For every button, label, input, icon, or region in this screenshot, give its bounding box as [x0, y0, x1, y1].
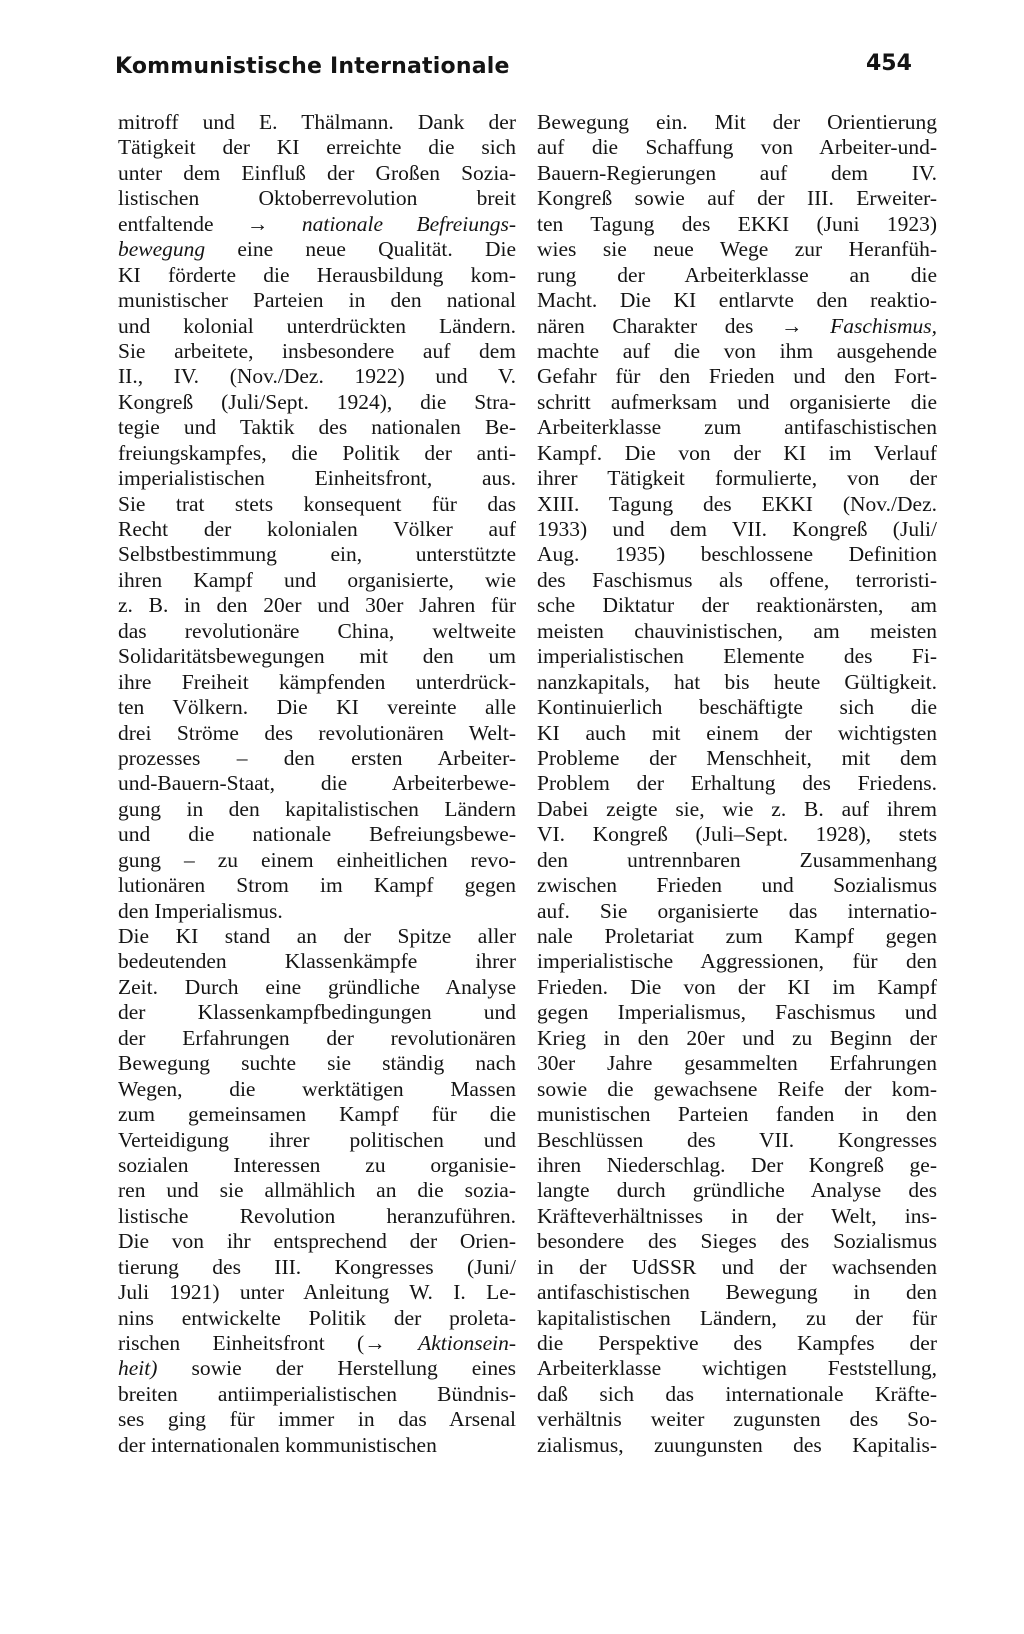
text-line: ihren Kampf und organisierte, wie	[118, 567, 516, 592]
text-line: sowie die gewachsene Reife der kom-	[537, 1076, 937, 1101]
text-line: Arbeiterklasse wichtigen Feststellung,	[537, 1356, 937, 1381]
text-line: antifaschistischen Bewegung in den	[537, 1280, 937, 1305]
text-line: langte durch gründliche Analyse des	[537, 1178, 937, 1203]
text-line: die Perspektive des Kampfes der	[537, 1331, 937, 1355]
text-line: imperialistische Aggressionen, für den	[537, 949, 937, 974]
text-line: Bewegung suchte sie ständig nach	[118, 1051, 516, 1076]
text-line: KI förderte die Herausbildung kom-	[118, 262, 516, 287]
text-line: Die von ihr entsprechend der Orien-	[118, 1229, 516, 1254]
text-line: tierung des III. Kongresses (Juni/	[118, 1254, 516, 1279]
text-line: Zeit. Durch eine gründliche Analyse	[118, 974, 516, 999]
text-line: Recht der kolonialen Völker auf	[118, 517, 516, 541]
text-line: zialismus, zuungunsten des Kapitalis-	[537, 1432, 937, 1457]
text-line: Dabei zeigte sie, wie z. B. auf ihrem	[537, 796, 937, 821]
text-line: z. B. in den 20er und 30er Jahren für	[118, 593, 516, 618]
text-line: ten Tagung des EKKI (Juni 1923)	[537, 211, 937, 236]
text-line: munistischer Parteien in den national	[118, 288, 516, 313]
text-line: gung in den kapitalistischen Ländern	[118, 796, 516, 821]
text-line: Kongreß sowie auf der III. Erweiter-	[537, 186, 937, 211]
text-line: Die KI stand an der Spitze aller	[118, 924, 516, 948]
text-line: Juli 1921) unter Anleitung W. I. Le-	[118, 1280, 516, 1305]
text-line: Probleme der Menschheit, mit dem	[537, 745, 937, 770]
text-line: tegie und Taktik des nationalen Be-	[118, 415, 516, 440]
text-line: rung der Arbeiterklasse an die	[537, 262, 937, 287]
text-line: Problem der Erhaltung des Friedens.	[537, 771, 937, 796]
text-line: Bewegung ein. Mit der Orientierung	[537, 110, 937, 134]
text-line: nanzkapitals, hat bis heute Gültigkeit.	[537, 669, 937, 694]
text-line: freiungskampfes, die Politik der anti-	[118, 440, 516, 465]
text-line: ten Völkern. Die KI vereinte alle	[118, 695, 516, 720]
text-line: meisten chauvinistischen, am meisten	[537, 618, 937, 643]
text-line: imperialistischen Einheitsfront, aus.	[118, 466, 516, 491]
text-line: heit) sowie der Herstellung eines	[118, 1356, 516, 1381]
text-line: schritt aufmerksam und organisierte die	[537, 389, 937, 414]
text-line: 30er Jahre gesammelten Erfahrungen	[537, 1051, 937, 1076]
text-line: Verteidigung ihrer politischen und	[118, 1127, 516, 1152]
text-line: das revolutionäre China, weltweite	[118, 618, 516, 643]
text-line: rischen Einheitsfront (→ Aktionsein-	[118, 1331, 516, 1355]
text-column-right	[537, 110, 937, 1458]
text-line: verhältnis weiter zugunsten des So-	[537, 1407, 937, 1432]
text-line: nären Charakter des → Faschismus,	[537, 313, 937, 338]
text-line: Aug. 1935) beschlossene Definition	[537, 542, 937, 567]
text-line: 1933) und dem VII. Kongreß (Juli/	[537, 517, 937, 541]
text-line: XIII. Tagung des EKKI (Nov./Dez.	[537, 491, 937, 516]
text-line: mitroff und E. Thälmann. Dank der	[118, 110, 516, 134]
running-header-title: Kommunistische Internationale	[115, 54, 510, 79]
text-line: Krieg in den 20er und zu Beginn der	[537, 1025, 937, 1050]
text-line: machte auf die von ihm ausgehende	[537, 338, 937, 363]
text-line: Frieden. Die von der KI im Kampf	[537, 974, 937, 999]
text-line: des Faschismus als offene, terroristi-	[537, 567, 937, 592]
text-line: Tätigkeit der KI erreichte die sich	[118, 135, 516, 160]
text-line: II., IV. (Nov./Dez. 1922) und V.	[118, 364, 516, 389]
text-line: in der UdSSR und der wachsenden	[537, 1254, 937, 1279]
text-line: VI. Kongreß (Juli–Sept. 1928), stets	[537, 822, 937, 847]
text-line: ihre Freiheit kämpfenden unterdrück-	[118, 669, 516, 694]
text-line: listische Revolution heranzuführen.	[118, 1203, 516, 1228]
text-line: ihren Niederschlag. Der Kongreß ge-	[537, 1152, 937, 1177]
text-line: lutionären Strom im Kampf gegen	[118, 873, 516, 898]
text-line: den Imperialismus.	[118, 898, 283, 923]
text-line: zwischen Frieden und Sozialismus	[537, 873, 937, 898]
text-line: sche Diktatur der reaktionärsten, am	[537, 593, 937, 618]
text-line: nins entwickelte Politik der proleta-	[118, 1305, 516, 1330]
text-line: Solidaritätsbewegungen mit den um	[118, 644, 516, 669]
text-line: Arbeiterklasse zum antifaschistischen	[537, 415, 937, 440]
text-line: Sie trat stets konsequent für das	[118, 491, 516, 516]
text-line: ihrer Tätigkeit formulierte, von der	[537, 466, 937, 491]
text-line: gung – zu einem einheitlichen revo-	[118, 847, 516, 872]
text-line: daß sich das internationale Kräfte-	[537, 1381, 937, 1406]
text-line: breiten antiimperialistischen Bündnis-	[118, 1381, 516, 1406]
text-line: kapitalistischen Ländern, zu der für	[537, 1305, 937, 1330]
text-line: Kräfteverhältnisses in der Welt, ins-	[537, 1203, 937, 1228]
text-line: munistischen Parteien fanden in den	[537, 1102, 937, 1127]
text-line: entfaltende → nationale Befreiungs-	[118, 211, 516, 236]
text-line: der Erfahrungen der revolutionären	[118, 1025, 516, 1050]
text-line: ren und sie allmählich an die sozia-	[118, 1178, 516, 1203]
page-number: 454	[866, 51, 912, 76]
text-line: Kongreß (Juli/Sept. 1924), die Stra-	[118, 389, 516, 414]
text-line: ses ging für immer in das Arsenal	[118, 1407, 516, 1432]
text-line: sozialen Interessen zu organisie-	[118, 1152, 516, 1177]
text-line: und die nationale Befreiungsbewe-	[118, 822, 516, 847]
text-line: auf die Schaffung von Arbeiter-und-	[537, 135, 937, 160]
text-line: Beschlüssen des VII. Kongresses	[537, 1127, 937, 1152]
text-line: wies sie neue Wege zur Heranfüh-	[537, 237, 937, 262]
text-line: listischen Oktoberrevolution breit	[118, 186, 516, 211]
text-line: der Klassenkampfbedingungen und	[118, 1000, 516, 1025]
text-line: besondere des Sieges des Sozialismus	[537, 1229, 937, 1254]
text-line: KI auch mit einem der wichtigsten	[537, 720, 937, 745]
text-line: bewegung eine neue Qualität. Die	[118, 237, 516, 262]
text-column-left	[118, 110, 516, 1458]
text-line: nale Proletariat zum Kampf gegen	[537, 924, 937, 948]
text-line: und kolonial unterdrückten Ländern.	[118, 313, 516, 338]
text-line: auf. Sie organisierte das internatio-	[537, 898, 937, 923]
text-line: Selbstbestimmung ein, unterstützte	[118, 542, 516, 567]
text-line: den untrennbaren Zusammenhang	[537, 847, 937, 872]
text-line: gegen Imperialismus, Faschismus und	[537, 1000, 937, 1025]
text-line: unter dem Einfluß der Großen Sozia-	[118, 160, 516, 185]
text-line: der internationalen kommunistischen	[118, 1432, 437, 1457]
text-line: Macht. Die KI entlarvte den reaktio-	[537, 288, 937, 313]
text-line: bedeutenden Klassenkämpfe ihrer	[118, 949, 516, 974]
text-line: Kontinuierlich beschäftigte sich die	[537, 695, 937, 720]
text-line: drei Ströme des revolutionären Welt-	[118, 720, 516, 745]
text-line: zum gemeinsamen Kampf für die	[118, 1102, 516, 1127]
text-line: Sie arbeitete, insbesondere auf dem	[118, 338, 516, 363]
text-line: Bauern-Regierungen auf dem IV.	[537, 160, 937, 185]
text-line: und-Bauern-Staat, die Arbeiterbewe-	[118, 771, 516, 796]
text-line: Kampf. Die von der KI im Verlauf	[537, 440, 937, 465]
text-line: prozesses – den ersten Arbeiter-	[118, 745, 516, 770]
text-line: imperialistischen Elemente des Fi-	[537, 644, 937, 669]
text-line: Gefahr für den Frieden und den Fort-	[537, 364, 937, 389]
text-line: Wegen, die werktätigen Massen	[118, 1076, 516, 1101]
